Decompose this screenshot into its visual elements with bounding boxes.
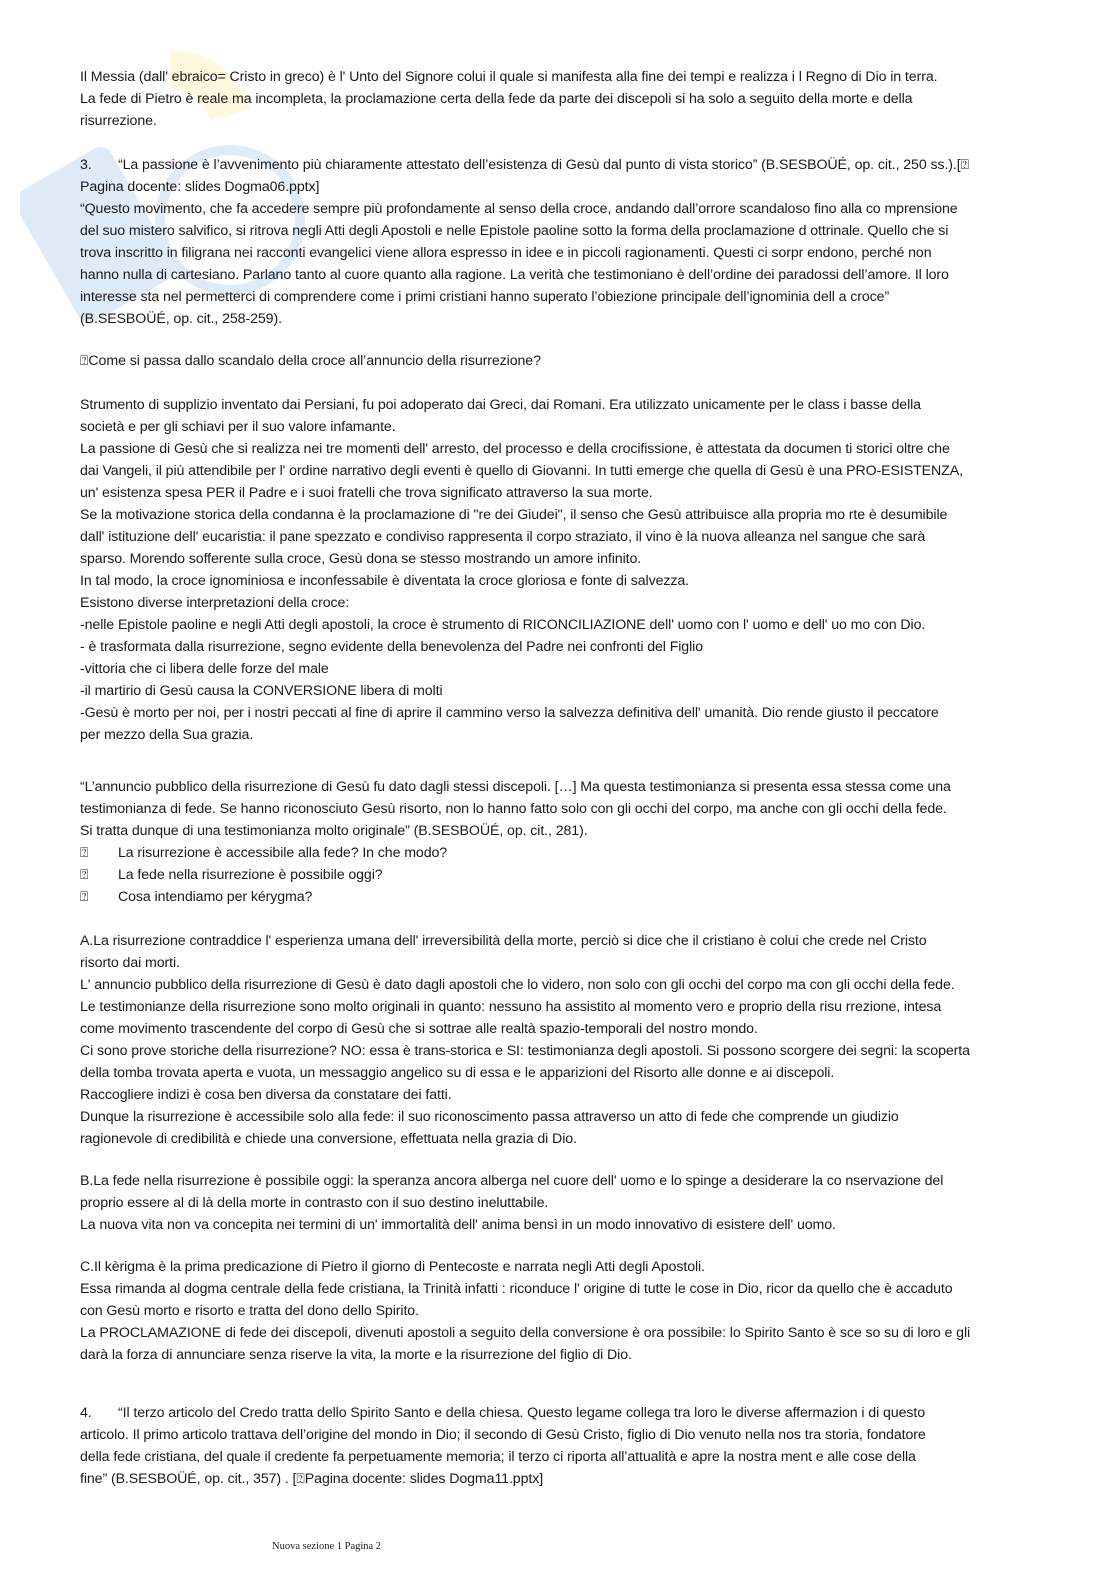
text-line: trova inscritto in filigrana nei racconti evangelici viene allora espresso in idee e in piccoli ragionamenti. Questi ci sorpr endono, perché non [80, 245, 932, 261]
text-line: interesse sta nel permetterci di comprendere come i primi cristiani hanno superato l’obiezione principale dell’ignominia dell a croce” [80, 289, 890, 305]
text-line: Il Messia (dall' ebraico= Cristo in greco) è l' Unto del Signore colui il quale si manifesta alla fine dei tempi e realizza i l Regno di Dio in terra. [80, 69, 938, 85]
text-line: “Questo movimento, che fa accedere sempre più profondamente al senso della croce, andando dall’orrore scandaloso fino alla co mprensione [80, 201, 958, 217]
list-marker: ⍰ [80, 889, 89, 905]
text-line: -vittoria che ci libera delle forze del male [80, 661, 329, 677]
paragraph [80, 350, 1106, 372]
text-line [80, 864, 1106, 886]
text-line: con Gesù morto e risorto e tratta del dono dello Spirito. [80, 1303, 419, 1319]
text-line: risorto dai morti. [80, 955, 180, 971]
text-line: A.La risurrezione contraddice l' esperienza umana dell' irreversibilità della morte, perciò si dice che il cristiano è colui che crede nel Cristo [80, 933, 927, 949]
text-line: Si tratta dunque di una testimonianza molto originale” (B.SESBOÜÉ, op. cit., 281). [80, 823, 588, 839]
text-line: C.Il kèrigma è la prima predicazione di Pietro il giorno di Pentecoste e narrata negli Atti degli Apostoli. [80, 1259, 705, 1275]
text-line [80, 842, 1106, 864]
paragraph [80, 1402, 1106, 1490]
text-line: Raccogliere indizi è cosa ben diversa da constatare dei fatti. [80, 1087, 452, 1103]
text-line: hanno nulla di cartesiano. Parlano tanto al cuore quanto alla ragione. La verità che testimoniano è dell’ordine dei paradossi dell’amore. Il loro [80, 267, 949, 283]
paragraph [80, 776, 1106, 908]
text-line: della tomba trovata aperta e vuota, un messaggio angelico su di essa e le apparizioni del Risorto alle donne e ai discepoli. [80, 1065, 835, 1081]
text-line: un' esistenza spesa PER il Padre e i suoi fratelli che trova significato attraverso la sua morte. [80, 485, 653, 501]
text-line: La nuova vita non va concepita nei termini di un' immortalità dell' anima bensì in un modo innovativo di esistere dell' uomo. [80, 1217, 836, 1233]
text-line: Essa rimanda al dogma centrale della fede cristiana, la Trinità infatti : riconduce l' origine di tutte le cose in Dio, ricor da quello che è accaduto [80, 1281, 953, 1297]
paragraph [80, 66, 1106, 132]
text-line [80, 154, 1106, 176]
text-line: Dunque la risurrezione è accessibile solo alla fede: il suo riconoscimento passa attraverso un atto di fede che comprende un giudizio [80, 1109, 899, 1125]
text-line: La passione di Gesù che si realizza nei tre momenti dell' arresto, del processo e della crocifissione, è attestata da documen ti storici oltre che [80, 441, 950, 457]
list-marker: 3. [80, 157, 92, 173]
text-line: risurrezione. [80, 113, 157, 129]
page-footer: Nuova sezione 1 Pagina 2 [272, 1541, 382, 1552]
text-line: dall' istituzione dell' eucaristia: il pane spezzato e condiviso rappresenta il corpo straziato, il vino è la nuova alleanza nel sangue che sarà [80, 529, 926, 545]
text-line: Se la motivazione storica della condanna è la proclamazione di "re dei Giudei", il senso che Gesù attribuisce alla propria mo rte è desumibile [80, 507, 948, 523]
text-line: - è trasformata dalla risurrezione, segno evidente della benevolenza del Padre nei confronti del Figlio [80, 639, 703, 655]
text-line: -Gesù è morto per noi, per i nostri peccati al fine di aprire il cammino verso la salvezza definitiva dell' umanità. Dio rende giusto il peccatore [80, 705, 939, 721]
text-line: Ci sono prove storiche della risurrezione? NO: essa è trans-storica e SI: testimonianza degli apostoli. Si possono scorgere dei segni: la scoperta [80, 1043, 970, 1059]
line-text: Cosa intendiamo per kérygma? [118, 889, 313, 905]
text-line: testimonianza di fede. Se hanno riconosciuto Gesù risorto, non lo hanno fatto solo con gli occhi del corpo, ma anche con gli occhi della fede. [80, 801, 947, 817]
text-line [80, 886, 1106, 908]
paragraph [80, 930, 1106, 1150]
text-line: In tal modo, la croce ignominiosa e inconfessabile è diventata la croce gloriosa e fonte di salvezza. [80, 573, 689, 589]
text-line: Esistono diverse interpretazioni della croce: [80, 595, 350, 611]
text-line: Pagina docente: slides Dogma06.pptx] [80, 179, 320, 195]
text-line: proprio essere al di là della morte in contrasto con il suo destino ineluttabile. [80, 1195, 549, 1211]
text-line: La PROCLAMAZIONE di fede dei discepoli, divenuti apostoli a seguito della conversione è ora possibile: lo Spirito Santo è sce so su di loro e gli [80, 1325, 971, 1341]
paragraph [80, 1256, 1106, 1366]
text-line: sparso. Morendo sofferente sulla croce, Gesù dona se stesso mostrando un amore infinito. [80, 551, 642, 567]
text-line: L' annuncio pubblico della risurrezione di Gesù è dato dagli apostoli che lo videro, non solo con gli occhi del corpo ma con gli occhi della fede. [80, 977, 955, 993]
paragraph [80, 1170, 1106, 1236]
text-line: ragionevole di credibilità e chiede una conversione, effettuata nella grazia di Dio. [80, 1131, 577, 1147]
text-line: La fede di Pietro è reale ma incompleta, la proclamazione certa della fede da parte dei discepoli si ha solo a seguito della morte e della [80, 91, 913, 107]
text-line: ⍰Come si passa dallo scandalo della croce all’annuncio della risurrezione? [80, 353, 541, 369]
text-line: Le testimonianze della risurrezione sono molto originali in quanto: nessuno ha assistito al momento vero e proprio della risu rrezione, intesa [80, 999, 942, 1015]
paragraph [80, 154, 1106, 330]
text-line: darà la forza di annunciare senza riserve la vita, la morte e la risurrezione del figlio di Dio. [80, 1347, 632, 1363]
text-line: -il martirio di Gesù causa la CONVERSIONE libera di molti [80, 683, 443, 699]
text-line: del suo mistero salvifico, si ritrova negli Atti degli Apostoli e nelle Epistole paoline sotto la forma della proclamazione d ottrinale. Quello che si [80, 223, 949, 239]
line-text: “La passione è l’avvenimento più chiaramente attestato dell’esistenza di Gesù dal punto di vista storico” (B.SESBOÜÉ, op. cit., 250 ss.).[⍰ [118, 157, 970, 173]
line-text: La risurrezione è accessibile alla fede? In che modo? [118, 845, 448, 861]
text-line: come movimento trascendente del corpo di Gesù che si sottrae alle realtà spazio-temporali del nostro mondo. [80, 1021, 758, 1037]
line-text: “Il terzo articolo del Credo tratta dello Spirito Santo e della chiesa. Questo legame collega tra loro le diverse affermazion i di questo [118, 1405, 925, 1421]
list-marker: 4. [80, 1405, 92, 1421]
text-line: della fede cristiana, del quale il credente fa perpetuamente memoria; il terzo ci riporta all’attualità e apre la nostra ment e alle cose della [80, 1449, 916, 1465]
line-text: La fede nella risurrezione è possibile oggi? [118, 867, 383, 883]
list-marker: ⍰ [80, 867, 89, 883]
text-line: (B.SESBOÜÉ, op. cit., 258-259). [80, 311, 282, 327]
text-line: società e per gli schiavi per il suo valore infamante. [80, 419, 396, 435]
text-line: fine” (B.SESBOÜÉ, op. cit., 357) . [⍰Pagina docente: slides Dogma11.pptx] [80, 1471, 544, 1487]
list-marker: ⍰ [80, 845, 89, 861]
text-line [80, 1402, 1106, 1424]
text-line: B.La fede nella risurrezione è possibile oggi: la speranza ancora alberga nel cuore dell' uomo e lo spinge a desiderare la co nservazione del [80, 1173, 944, 1189]
text-line: dai Vangeli, il più attendibile per l' ordine narrativo degli eventi è quello di Giovanni. In tutti emerge che quella di Gesù è una PRO-ESISTENZA, [80, 463, 963, 479]
text-line: -nelle Epistole paoline e negli Atti degli apostoli, la croce è strumento di RICONCILIAZIONE dell' uomo con l' uomo e dell' uo mo con Dio. [80, 617, 926, 633]
text-line: “L’annuncio pubblico della risurrezione di Gesù fu dato dagli stessi discepoli. […] Ma questa testimonianza si presenta essa stessa come una [80, 779, 951, 795]
text-line: articolo. Il primo articolo trattava dell’origine del mondo in Dio; il secondo di Gesù Cristo, figlio di Dio venuto nella nos tra storia, fondatore [80, 1427, 926, 1443]
text-line: per mezzo della Sua grazia. [80, 727, 254, 743]
text-line: Strumento di supplizio inventato dai Persiani, fu poi adoperato dai Greci, dai Romani. Era utilizzato unicamente per le class i basse della [80, 397, 921, 413]
paragraph [80, 394, 1106, 746]
